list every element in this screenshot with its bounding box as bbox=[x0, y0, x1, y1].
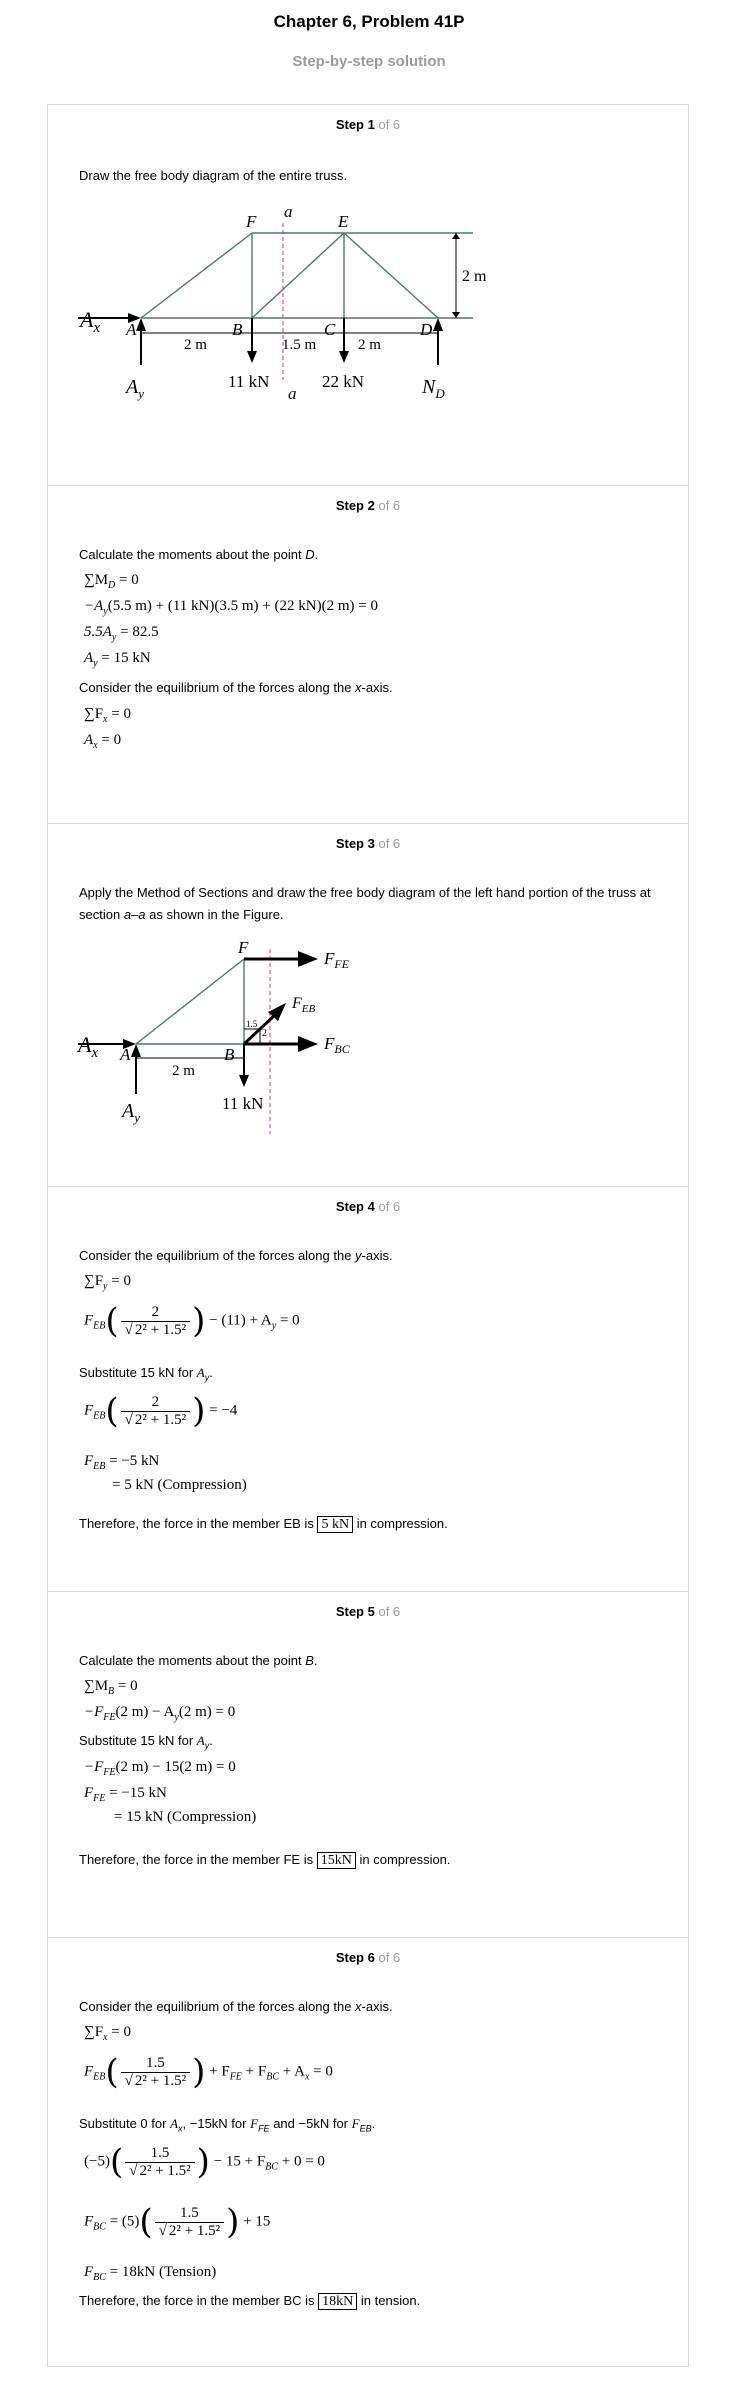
sec-label-feb: $F_{EB}$ bbox=[292, 995, 316, 1015]
step-6-eq-4: $F_{BC} = (5)$( $\frac{1.5}{\text{√ 2² + 1.5²}}$ ) + 15 bbox=[84, 2202, 271, 2242]
step-4-conclusion: Therefore, the force in the member EB is 5 kN in compression. bbox=[79, 1516, 448, 1532]
step-5-eq-5: = 15 kN (Compression) bbox=[114, 1809, 257, 1825]
label-a-top: a bbox=[284, 205, 293, 221]
sec-label-15: 1.5 bbox=[246, 1019, 258, 1029]
label-d: D bbox=[420, 320, 433, 339]
label-a-bot: a bbox=[288, 384, 297, 403]
step-4-panel bbox=[47, 1186, 689, 1591]
step-2-heading: Step 2 of 6 bbox=[335, 498, 401, 513]
step-4-eq-4: $F_{EB} = -5$ kN bbox=[84, 1453, 160, 1472]
step-2-eq-6: $A_x = 0$ bbox=[84, 732, 122, 751]
label-e: E bbox=[338, 212, 349, 231]
step-6-text-2: Substitute 0 for $A_x$, −15kN for $F_{FE}$ and −5kN for $F_{EB}$. bbox=[79, 2116, 376, 2134]
step-5-heading: Step 5 of 6 bbox=[335, 1604, 401, 1619]
step-5-answer: 15kN bbox=[317, 1852, 356, 1869]
step-2-eq-5: $\sum F_x = 0$ bbox=[84, 706, 131, 725]
step-1-heading: Step 1 of 6 bbox=[335, 117, 401, 132]
step-2-eq-3: $5.5A_y = 82.5$ bbox=[84, 624, 159, 643]
step-3-heading: Step 3 of 6 bbox=[335, 836, 401, 851]
step-6-heading: Step 6 of 6 bbox=[335, 1950, 401, 1965]
step-3-text: Apply the Method of Sections and draw the free body diagram of the left hand portion of the truss at section a–a as shown in the Figure. bbox=[79, 885, 651, 922]
load-22: 22 kN bbox=[322, 372, 365, 391]
label-c: C bbox=[324, 320, 336, 339]
dim-1: 2 m bbox=[184, 337, 207, 353]
sec-label-ffe: $F_{FE}$ bbox=[324, 949, 350, 971]
sec-label-a: A bbox=[120, 1045, 131, 1064]
step-1-panel bbox=[47, 104, 689, 485]
step-1-text: Draw the free body diagram of the entire truss. bbox=[79, 168, 348, 183]
label-b: B bbox=[232, 320, 243, 339]
sec-label-ax: $A_x$ bbox=[78, 1032, 99, 1061]
dim-3: 2 m bbox=[358, 337, 381, 353]
load-11: 11 kN bbox=[228, 372, 270, 391]
step-2-eq-2: $-A_y(5.5$ m) + (11 kN)(3.5 m) + (22 kN)(2 m) = 0 bbox=[84, 598, 378, 617]
step-6-eq-2: $F_{EB}$( $\frac{1.5}{\text{√ 2² + 1.5²}}$ ) + $F_{FE} + F_{BC} + A_x = 0$ bbox=[84, 2052, 333, 2092]
sec-label-2: 2 bbox=[262, 1028, 267, 1039]
step-4-eq-2: $F_{EB}$( $\frac{2}{\text{√ 2² + 1.5²}}$ ) − $(11) + A_y = 0$ bbox=[84, 1301, 300, 1341]
step-6-conclusion: Therefore, the force in the member BC is 18kN in tension. bbox=[79, 2293, 421, 2309]
step-5-eq-1: $\sum M_B = 0$ bbox=[84, 1678, 138, 1697]
sec-label-b: B bbox=[224, 1045, 235, 1064]
step-3-panel bbox=[47, 823, 689, 1186]
step-6-eq-5: $F_{BC} = 18kN$ (Tension) bbox=[84, 2264, 217, 2283]
sec-label-ay: $A_y$ bbox=[122, 1100, 140, 1125]
step-6-eq-3: (−5)( $\frac{1.5}{\text{√ 2² + 1.5²}}$ ) − $15 + F_{BC} + 0 = 0$ bbox=[84, 2142, 325, 2182]
dim-2: 1.5 m bbox=[282, 337, 317, 353]
step-4-eq-3: $F_{EB}$( $\frac{2}{\text{√ 2² + 1.5²}}$ ) = −4 bbox=[84, 1391, 238, 1431]
step-4-text-2: Substitute 15 kN for $A_y$. bbox=[79, 1365, 213, 1383]
step-2-eq-4: $A_y = 15$ kN bbox=[84, 650, 151, 669]
step-2-eq-1: $\sum M_D = 0$ bbox=[84, 572, 139, 591]
step-2-text-1: Calculate the moments about the point D. bbox=[79, 547, 319, 562]
step-5-conclusion: Therefore, the force in the member FE is 15kN in compression. bbox=[79, 1852, 451, 1868]
step-5-panel bbox=[47, 1591, 689, 1937]
step-4-answer: 5 kN bbox=[317, 1516, 353, 1533]
section-diagram bbox=[48, 934, 690, 1154]
sec-label-fbc: $F_{BC}$ bbox=[324, 1034, 350, 1056]
label-ax: $A_x$ bbox=[80, 307, 101, 336]
sec-load: 11 kN bbox=[222, 1094, 264, 1113]
label-a: A bbox=[126, 320, 137, 339]
sec-label-f: F bbox=[238, 938, 249, 957]
page-title: Chapter 6, Problem 41P bbox=[273, 12, 465, 31]
step-6-eq-1: $\sum F_x = 0$ bbox=[84, 2024, 131, 2043]
step-5-eq-4: $F_{FE} = -15$ kN bbox=[84, 1785, 167, 1804]
step-5-eq-2: $-F_{FE}(2$ $m) - A_y(2$ m) = 0 bbox=[84, 1704, 236, 1723]
step-4-eq-1: $\sum F_y = 0$ bbox=[84, 1273, 131, 1292]
label-f: F bbox=[246, 212, 257, 231]
step-4-heading: Step 4 of 6 bbox=[335, 1199, 401, 1214]
label-height: 2 m bbox=[462, 268, 487, 285]
step-5-text-2: Substitute 15 kN for $A_y$. bbox=[79, 1733, 213, 1751]
label-nd: $N_D$ bbox=[422, 376, 445, 401]
step-2-panel bbox=[47, 485, 689, 823]
step-2-text-2: Consider the equilibrium of the forces along the x-axis. bbox=[79, 680, 393, 695]
truss-diagram bbox=[48, 205, 690, 435]
step-6-text-1: Consider the equilibrium of the forces along the x-axis. bbox=[79, 1999, 393, 2014]
step-4-text-1: Consider the equilibrium of the forces along the y-axis. bbox=[79, 1248, 393, 1263]
step-4-eq-5: = 5 kN (Compression) bbox=[112, 1477, 247, 1493]
step-6-answer: 18kN bbox=[318, 2293, 357, 2310]
step-5-eq-3: $-F_{FE}(2$ m) − 15(2 m) = 0 bbox=[84, 1759, 236, 1778]
label-ay: $A_y$ bbox=[126, 376, 144, 401]
step-6-panel bbox=[47, 1937, 689, 2367]
step-5-text-1: Calculate the moments about the point B. bbox=[79, 1653, 318, 1668]
page-subtitle: Step-by-step solution bbox=[292, 53, 446, 70]
sec-dim: 2 m bbox=[172, 1063, 195, 1079]
